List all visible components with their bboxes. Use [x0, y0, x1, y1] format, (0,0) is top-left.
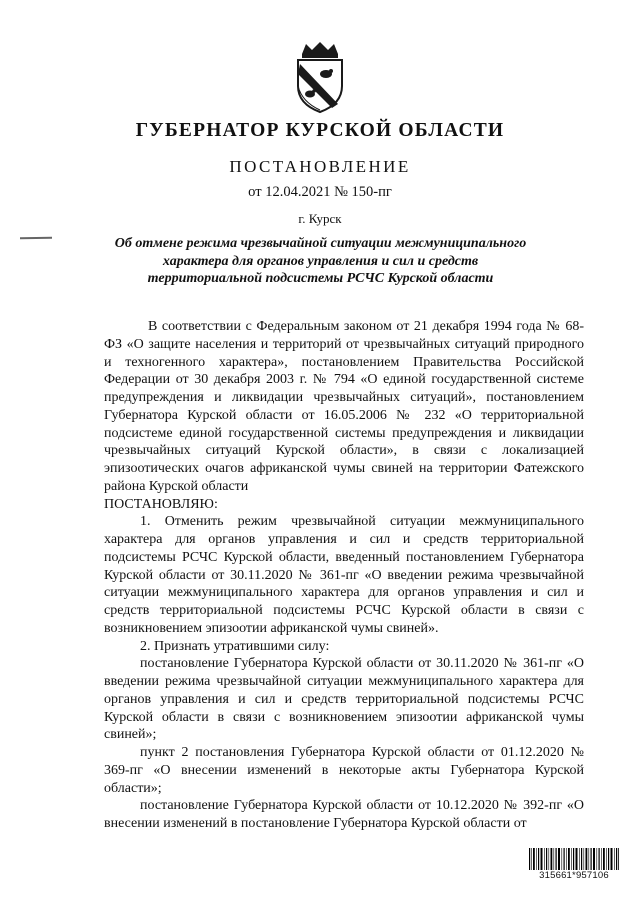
document-body [104, 318, 584, 833]
resolve-line: ПОСТАНОВЛЯЮ: [104, 496, 218, 512]
barcode-number: 315661*957106 [528, 870, 620, 881]
kursk-coat-of-arms-icon [288, 40, 352, 116]
document-date-number: от 12.04.2021 № 150-пг [248, 184, 392, 200]
document-heading: Об отмене режима чрезвычайной ситуации межмуниципального характера для органов управления и сил и средств территориальной подсистемы РСЧС Курской области [114, 236, 527, 287]
margin-mark [20, 237, 52, 240]
revoked-act-b: пункт 2 постановления Губернатора Курской области от 01.12.2020 № 369-пг «О внесении изменений в некоторые акты Губернатора Курской области»; [104, 745, 584, 796]
preamble-paragraph: В соответствии с Федеральным законом от 21 декабря 1994 года № 68-ФЗ «О защите населения и территорий от чрезвычайных ситуаций природного и техногенного характера», постановлением Правительства Российской Федерации от 30 декабря 2003 г. № 794 «О единой государственной системе предупреждения и ликвидации чрезвычайных ситуаций», постановлением Губернатора Курской области от 16.05.2006 № 232 «О территориальной подсистеме единой государственной системы предупреждения и ликвидации чрезвычайных ситуаций Курской области», в связи с локализацией эпизоотических очагов африканской чумы свиней на территории Фатежского района Курской области [104, 319, 584, 494]
item-2-paragraph: 2. Признать утратившими силу: [140, 638, 330, 654]
revoked-act-a: постановление Губернатора Курской области от 30.11.2020 № 361-пг «О введении режима чрезвычайной ситуации межмуниципального характера для органов управления и сил и средств территориальной подсистемы РСЧС Курской области в связи с возникновением эпизоотии африканской чумы свиней»; [104, 656, 584, 743]
item-1-paragraph: 1. Отменить режим чрезвычайной ситуации межмуниципального характера для органов управления и сил и средств территориальной подсистемы РСЧС Курской области, введенный постановлением Губернатора Курской области от 30.11.2020 № 361-пг «О введении режима чрезвычайной ситуации межмуниципального характера для органов управления и сил и средств территориальной подсистемы РСЧС Курской области в связи с возникновением эпизоотии африканской чумы свиней». [104, 514, 584, 636]
document-type: ПОСТАНОВЛЕНИЕ [229, 157, 411, 176]
authority-title: ГУБЕРНАТОР КУРСКОЙ ОБЛАСТИ [135, 120, 505, 141]
revoked-act-c: постановление Губернатора Курской области от 10.12.2020 № 392-пг «О внесении изменений в постановление Губернатора Курской области от [104, 798, 584, 831]
document-city: г. Курск [298, 211, 342, 226]
